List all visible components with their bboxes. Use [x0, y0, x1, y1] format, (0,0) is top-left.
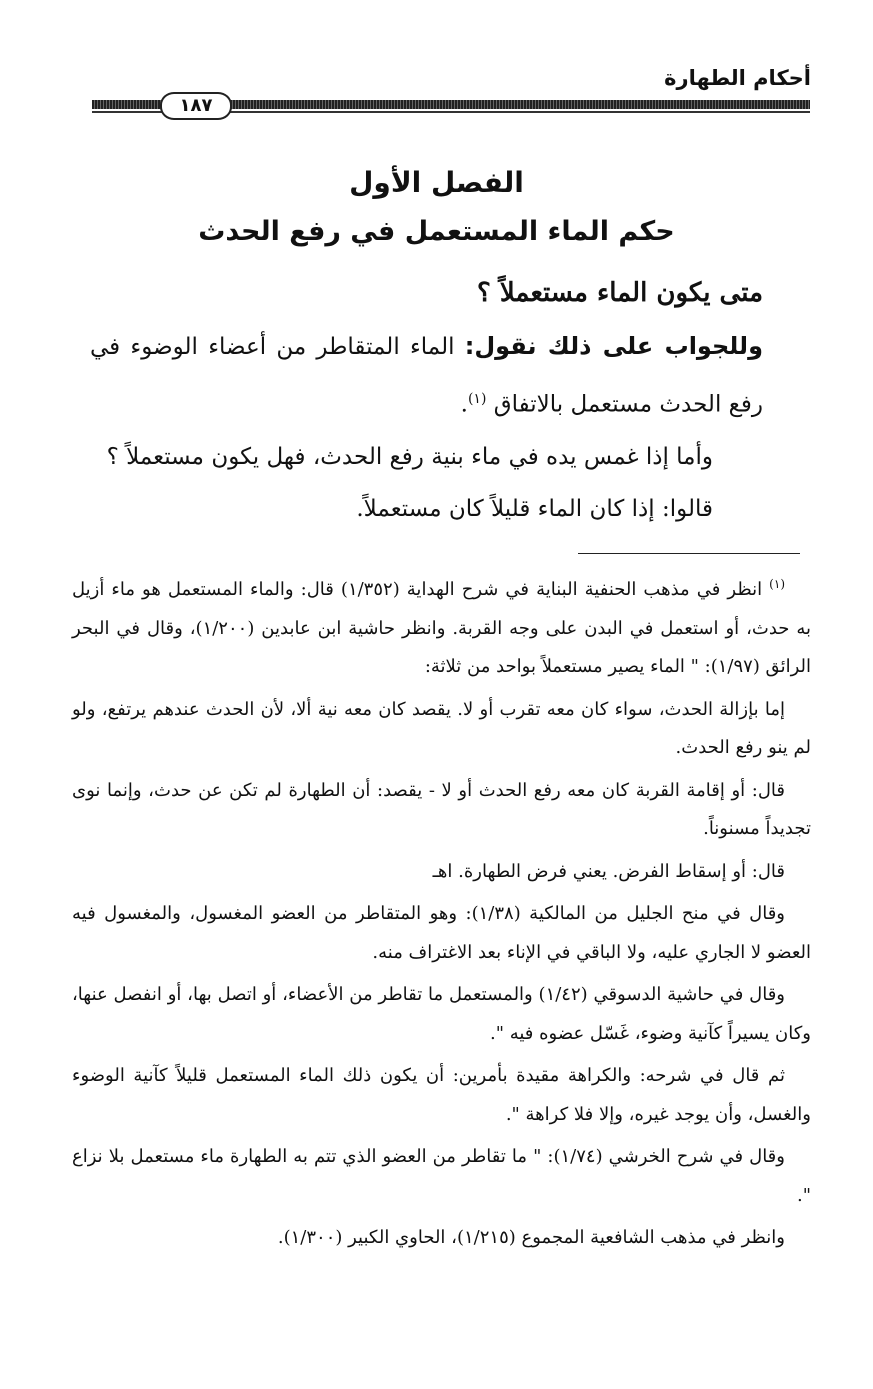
footnotes [72, 565, 811, 1262]
footnote-para-2: إما بإزالة الحدث، سواء كان معه تقرب أو لا. يقصد كان معه نية ألا، لأن الحدث عندهم يرتفع، ولو لم ينو رفع الحدث. [72, 698, 811, 758]
footnote-separator [578, 553, 800, 554]
page-number: ١٨٧ [160, 92, 232, 120]
answer-text: الماء المتقاطر من أعضاء الوضوء في رفع الحدث مستعمل بالاتفاق [90, 334, 763, 418]
footnote-para-7: ثم قال في شرحه: والكراهة مقيدة بأمرين: أن يكون ذلك الماء المستعمل قليلاً كآنية الوضوء والغسل، وأن يوجد غيره، وإلا فلا كراهة ". [72, 1065, 811, 1125]
footnote-para-9: وانظر في مذهب الشافعية المجموع (١/٢١٥)، الحاوي الكبير (١/٣٠٠). [277, 1227, 785, 1248]
chapter-title: الفصل الأول [349, 166, 524, 199]
footnote-para-8: وقال في شرح الخرشي (١/٧٤): " ما تقاطر من العضو الذي تتم به الطهارة ماء مستعمل بلا نزاع ". [72, 1146, 811, 1206]
running-title: أحكام الطهارة [664, 66, 811, 90]
footnote-1 [72, 565, 811, 687]
footnote-ref[interactable]: (١) [467, 391, 487, 407]
footnote-marker: (١) [769, 577, 785, 591]
answer-end: . [460, 391, 468, 418]
footnote-para-4: قال: أو إسقاط الفرض. يعني فرض الطهارة. اهـ [432, 860, 785, 882]
footnote-1-text: انظر في مذهب الحنفية البناية في شرح الهداية (١/٣٥٢) قال: والماء المستعمل هو ماء أزيل به حدث، أو استعمل في البدن على وجه القربة. وانظر حاشية ابن عابدين (١/٢٠٠)، وقال في البحر الرائق (١/٩٧): " الماء يصير مستعملاً بواحد من ثلاثة: [72, 579, 811, 677]
footnote-para-5: وقال في منح الجليل من المالكية (١/٣٨): وهو المتقاطر من العضو المغسول، والمغسول فيه العضو لا الجاري عليه، ولا الباقي في الإناء بعد الاغتراف منه. [72, 903, 811, 963]
answer-lead: وللجواب على ذلك نقول: [464, 332, 763, 360]
main-text [90, 268, 763, 535]
paragraph-2: وأما إذا غمس يده في ماء بنية رفع الحدث، فهل يكون مستعملاً ؟ [106, 443, 713, 470]
paragraph-3: قالوا: إذا كان الماء قليلاً كان مستعملاً. [356, 495, 713, 522]
footnote-para-3: قال: أو إقامة القربة كان معه رفع الحدث أو لا - يقصد: أن الطهارة لم تكن عن حدث، وإنما نوى تجديداً مسنوناً. [72, 779, 811, 839]
footnote-para-6: وقال في حاشية الدسوقي (١/٤٢) والمستعمل ما تقاطر من الأعضاء، أو اتصل بها، أو انفصل عنها، وكان يسيراً كآنية وضوء، غَسّل عضوه فيه ". [72, 984, 811, 1044]
answer-paragraph [90, 320, 763, 431]
question: متى يكون الماء مستعملاً ؟ [477, 278, 763, 308]
section-title: حكم الماء المستعمل في رفع الحدث [198, 216, 675, 247]
